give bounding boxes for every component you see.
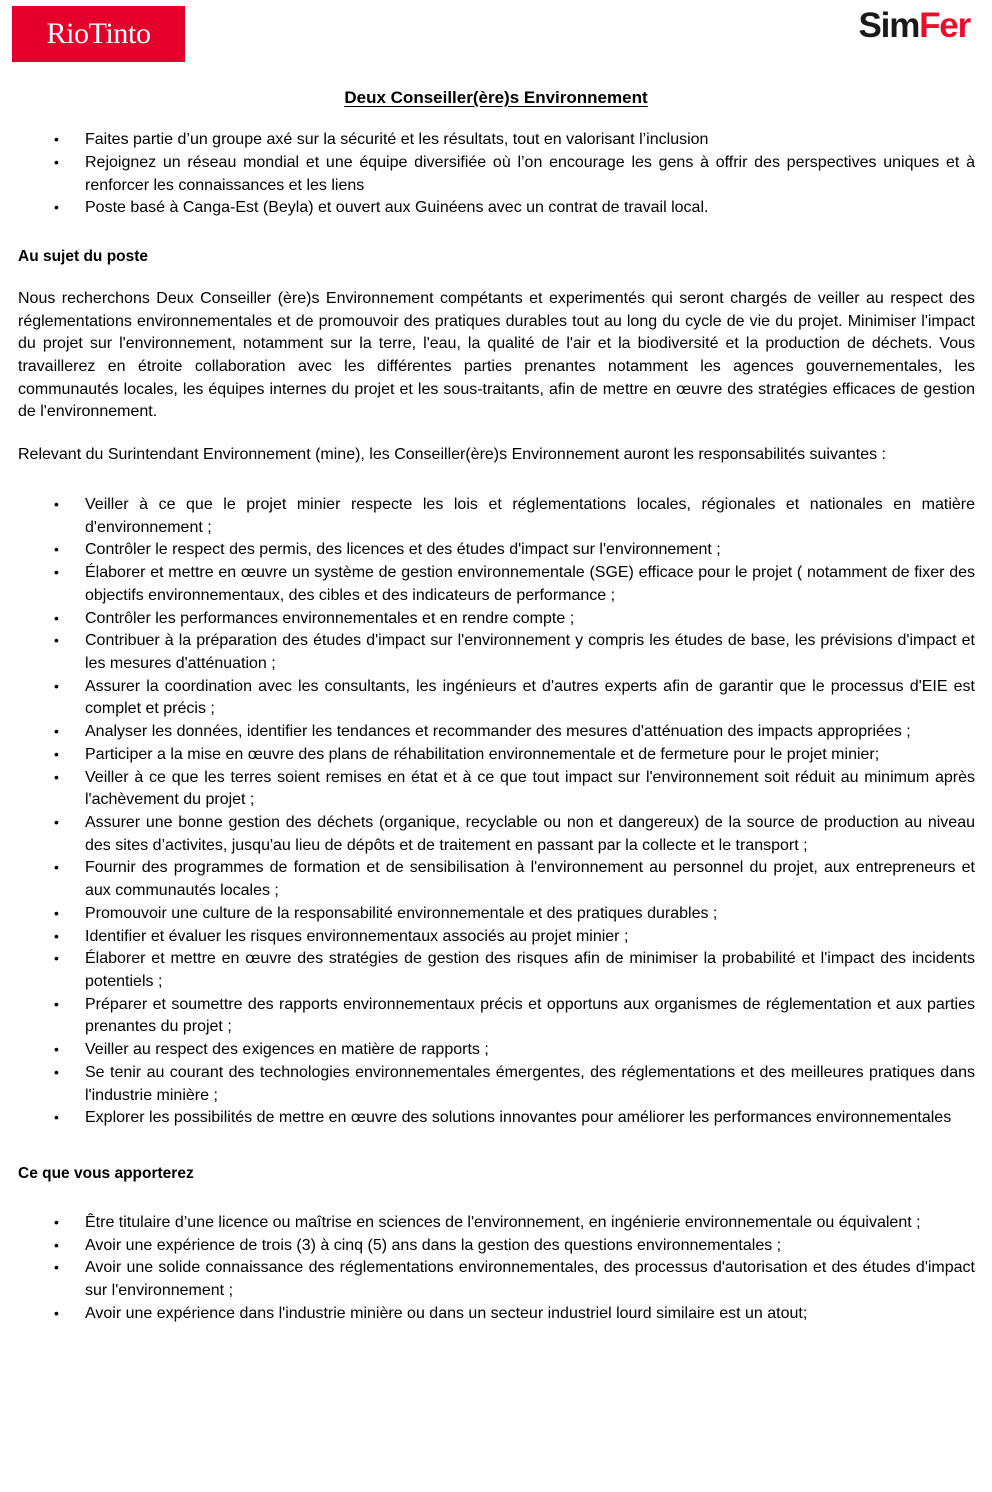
list-item: • Avoir une expérience dans l'industrie minière ou dans un secteur industriel lourd similaire est un atout;	[85, 1303, 975, 1326]
list-item: • Promouvoir une culture de la responsabilité environnementale et des pratiques durables ;	[85, 903, 975, 926]
list-item: • Assurer une bonne gestion des déchets (organique, recyclable ou non et dangereux) de la source de production au niveau des sites d’activites, jusqu'au lieu de dépôts et de traitement en passant par la collecte et le transport ;	[85, 812, 975, 857]
list-item: • Identifier et évaluer les risques environnementaux associés au projet minier ;	[85, 926, 975, 949]
list-item: • Élaborer et mettre en œuvre des stratégies de gestion des risques afin de minimiser la probabilité et l'impact des incidents potentiels ;	[85, 948, 975, 993]
list-item: • Rejoignez un réseau mondial et une équipe diversifiée où l’on encourage les gens à offrir des perspectives uniques et à renforcer les connaissances et les liens	[85, 152, 975, 197]
list-item: • Assurer la coordination avec les consultants, les ingénieurs et d'autres experts afin de garantir que le processus d'EIE est complet et précis ;	[85, 676, 975, 721]
riotinto-logo	[12, 6, 185, 62]
list-item: • Contrôler le respect des permis, des licences et des études d'impact sur l'environnement ;	[85, 539, 975, 562]
intro-bullet-list	[0, 129, 992, 220]
list-item: • Veiller à ce que les terres soient remises en état et à ce que tout impact sur l'environnement soit réduit au minimum après l'achèvement du projet ;	[85, 767, 975, 812]
section-heading-about: Au sujet du poste	[18, 247, 149, 265]
list-item: • Avoir une solide connaissance des réglementations environnementales, des processus d'autorisation et des études d'impact sur l'environnement ;	[85, 1257, 975, 1302]
list-item: • Veiller à ce que le projet minier respecte les lois et réglementations locales, régionales et nationales en matière d'environnement ;	[85, 494, 975, 539]
list-item: • Se tenir au courant des technologies environnementales émergentes, des réglementations et des meilleures pratiques dans l'industrie minière ;	[85, 1062, 975, 1107]
list-item: • Participer a la mise en œuvre des plans de réhabilitation environnementale et de fermeture pour le projet minier;	[85, 744, 975, 767]
page-title: Deux Conseiller(ère)s Environnement	[344, 88, 648, 107]
responsibilities-bullet-list	[0, 494, 992, 1130]
simfer-logo	[859, 8, 970, 43]
simfer-logo-fer-text: Fer	[919, 6, 970, 45]
about-paragraph-2: Relevant du Surintendant Environnement (mine), les Conseiller(ère)s Environnement auront les responsabilités suivantes :	[18, 446, 886, 464]
requirements-bullet-list	[0, 1212, 992, 1326]
simfer-logo-sim-text: Sim	[858, 6, 920, 45]
list-item: • Faites partie d’un groupe axé sur la sécurité et les résultats, tout en valorisant l’inclusion	[85, 129, 975, 152]
document-header	[0, 0, 992, 70]
list-item: • Poste basé à Canga-Est (Beyla) et ouvert aux Guinéens avec un contrat de travail local.	[85, 197, 975, 220]
section-heading-bring: Ce que vous apporterez	[18, 1165, 194, 1183]
list-item: • Veiller au respect des exigences en matière de rapports ;	[85, 1039, 975, 1062]
riotinto-logo-wordmark: RioTinto	[46, 17, 151, 50]
list-item: • Explorer les possibilités de mettre en œuvre des solutions innovantes pour améliorer les performances environnementales	[85, 1107, 975, 1130]
list-item: • Préparer et soumettre des rapports environnementaux précis et opportuns aux organismes de réglementation et aux parties prenantes du projet ;	[85, 994, 975, 1039]
about-paragraph-1: Nous recherchons Deux Conseiller (ère)s Environnement compétants et experimentés qui seront chargés de veiller au respect des réglementations environnementales et de promouvoir des pratiques durables tout au long du cycle de vie du projet. Minimiser l'impact du projet sur l'environnement, notamment sur la terre, l'eau, la qualité de l'air et la biodiversité et la production de déchets. Vous travaillerez en étroite collaboration avec les différentes parties prenantes notamment les agences gouvernementales, les communautés locales, les équipes internes du projet et les sous-traitants, afin de mettre en œuvre des stratégies efficaces de gestion de l'environnement.	[18, 289, 975, 421]
list-item: • Élaborer et mettre en œuvre un système de gestion environnementale (SGE) efficace pour le projet ( notamment de fixer des objectifs environnementaux, des cibles et des indicateurs de performance ;	[85, 562, 975, 607]
list-item: • Contribuer à la préparation des études d'impact sur l'environnement y compris les études de base, les prévisions d'impact et les mesures d'atténuation ;	[85, 630, 975, 675]
list-item: • Analyser les données, identifier les tendances et recommander des mesures d'atténuation des impacts appropriées ;	[85, 721, 975, 744]
list-item: • Avoir une expérience de trois (3) à cinq (5) ans dans la gestion des questions environnementales ;	[85, 1235, 975, 1258]
list-item: • Contrôler les performances environnementales et en rendre compte ;	[85, 608, 975, 631]
list-item: • Être titulaire d’une licence ou maîtrise en sciences de l'environnement, en ingénierie environnementale ou équivalent ;	[85, 1212, 975, 1235]
list-item: • Fournir des programmes de formation et de sensibilisation à l'environnement au personnel du projet, aux entrepreneurs et aux communautés locales ;	[85, 857, 975, 902]
